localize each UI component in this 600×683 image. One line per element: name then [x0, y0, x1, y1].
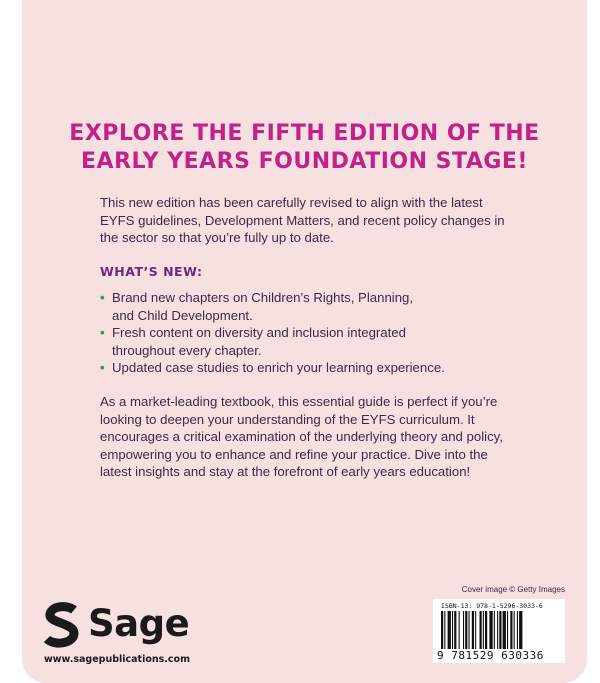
list-item-line-1: Brand new chapters on Children’s Rights, Planning,: [112, 290, 414, 305]
publisher-name: Sage: [88, 602, 190, 645]
cover-image-credit: Cover image © Getty Images: [461, 585, 565, 594]
whats-new-list: [100, 289, 520, 377]
intro-paragraph: This new edition has been carefully revised to align with the latest EYFS guidelines, Development Matters, and recent policy changes in the sector so that you’re fully up to date.: [100, 195, 505, 245]
list-item-line-2: throughout every chapter.: [112, 342, 262, 358]
barcode: [433, 599, 565, 663]
barcode-bars: [441, 611, 559, 649]
isbn-label: ISBN-13: 978-1-5296-3033-6: [441, 602, 543, 610]
headline: [22, 120, 587, 176]
closing-paragraph: As a market-leading textbook, this essential guide is perfect if you’re looking to deepen your understanding of the EYFS curriculum. It encourages a critical examination of the underlying theory and policy, empowering you to enhance and refine your practice. Dive into the latest insights and stay at the forefront of early years education!: [100, 394, 503, 479]
headline-line-2: EARLY YEARS FOUNDATION STAGE!: [81, 149, 528, 174]
list-item: [100, 289, 520, 324]
bullet-icon: •: [100, 360, 105, 375]
headline-line-1: EXPLORE THE FIFTH EDITION OF THE: [69, 121, 540, 146]
barcode-number: 9 781529 630336: [437, 649, 544, 662]
whats-new-heading: WHAT’S NEW:: [100, 264, 203, 279]
sage-logo-icon: [42, 602, 82, 648]
list-item: [100, 324, 520, 359]
list-item-line-1: Updated case studies to enrich your learning experience.: [112, 360, 445, 375]
bullet-icon: •: [100, 290, 105, 305]
bullet-icon: •: [100, 325, 105, 340]
list-item: [100, 359, 520, 377]
list-item-line-1: Fresh content on diversity and inclusion integrated: [112, 325, 406, 340]
publisher-website[interactable]: www.sagepublications.com: [44, 654, 190, 665]
list-item-line-2: and Child Development.: [112, 307, 253, 323]
